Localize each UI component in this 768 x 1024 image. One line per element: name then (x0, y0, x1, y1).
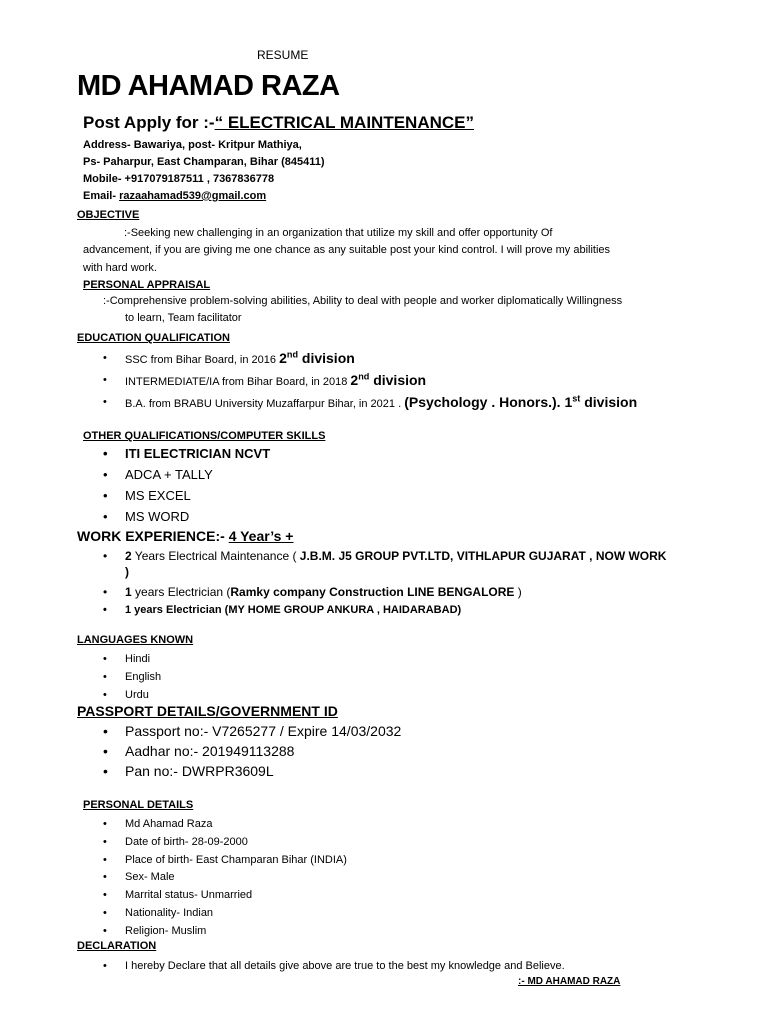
list-item: • Passport no:- V7265277 / Expire 14/03/2032 (103, 722, 401, 742)
personal-details-list (103, 816, 347, 941)
list-item: • Pan no:- DWRPR3609L (103, 762, 401, 782)
declaration-heading: DECLARATION (77, 940, 157, 952)
education-list (103, 349, 637, 415)
list-item: • MS WORD (103, 508, 270, 529)
email-label: Email- (83, 190, 117, 202)
list-item: • Nationality- Indian (103, 905, 347, 923)
work-experience-list (103, 548, 666, 620)
education-heading: EDUCATION QUALIFICATION (77, 332, 230, 344)
address-line-1: Address- Bawariya, post- Kritpur Mathiya, (83, 139, 302, 151)
education-item-ba: • B.A. from BRABU University Muzaffarpur Bihar, in 2021 . (Psychology . Honors.). 1st division (103, 393, 637, 415)
address-line-2: Ps- Paharpur, East Champaran, Bihar (845411) (83, 156, 325, 168)
list-item: • ADCA + TALLY (103, 466, 270, 487)
list-item: • Aadhar no:- 201949113288 (103, 742, 401, 762)
list-item: • English (103, 669, 161, 687)
list-item: • Marrital status- Unmarried (103, 887, 347, 905)
other-qualifications-heading: OTHER QUALIFICATIONS/COMPUTER SKILLS (83, 430, 326, 442)
post-title: “ ELECTRICAL MAINTENANCE” (214, 113, 475, 132)
work-item-jbm: • 2 Years Electrical Maintenance ( J.B.M. J5 GROUP PVT.LTD, VITHLAPUR GUJARAT , NOW WORK ) (103, 548, 666, 584)
mobile-line: Mobile- +917079187511 , 7367836778 (83, 173, 275, 185)
work-item-myhome: • 1 years Electrician (MY HOME GROUP ANKURA , HAIDARABAD) (103, 602, 666, 620)
candidate-name: MD AHAMAD RAZA (77, 70, 340, 102)
email-line (83, 190, 266, 202)
list-item: • Md Ahamad Raza (103, 816, 347, 834)
list-item: • MS EXCEL (103, 487, 270, 508)
declaration-list (103, 958, 565, 974)
list-item: • Hindi (103, 651, 161, 669)
work-item-ramky: • 1 years Electrician (Ramky company Construction LINE BENGALORE ) (103, 584, 666, 602)
passport-heading: PASSPORT DETAILS/GOVERNMENT ID (77, 703, 338, 719)
personal-details-heading: PERSONAL DETAILS (83, 799, 194, 811)
appraisal-heading: PERSONAL APPRAISAL (83, 279, 211, 291)
objective-line-1: :-Seeking new challenging in an organization that utilize my skill and offer opportunity Of (124, 227, 553, 239)
other-qualifications-list (103, 445, 270, 529)
post-apply-line (83, 113, 474, 133)
languages-list (103, 651, 161, 705)
list-item: • Sex- Male (103, 869, 347, 887)
list-item: • Religion- Muslim (103, 923, 347, 941)
work-experience-heading: WORK EXPERIENCE:- 4 Year’s + (77, 528, 294, 544)
email-link[interactable]: razaahamad539@gmail.com (119, 190, 267, 202)
objective-line-3: with hard work. (83, 262, 157, 274)
signature: :- MD AHAMAD RAZA (518, 976, 621, 987)
appraisal-line-1: :-Comprehensive problem-solving abilities, Ability to deal with people and worker diplomatically Willingness (103, 295, 623, 307)
resume-label: RESUME (257, 48, 309, 62)
languages-heading: LANGUAGES KNOWN (77, 634, 194, 646)
appraisal-line-2: to learn, Team facilitator (125, 312, 242, 324)
objective-line-2: advancement, if you are giving me one chance as any suitable post your kind control. I will prove my abilities (83, 244, 611, 256)
list-item: • Date of birth- 28-09-2000 (103, 834, 347, 852)
list-item: • Urdu (103, 687, 161, 705)
post-prefix: Post Apply for :- (83, 113, 215, 132)
list-item: • Place of birth- East Champaran Bihar (INDIA) (103, 852, 347, 870)
passport-list (103, 722, 401, 782)
education-item-ssc: • SSC from Bihar Board, in 2016 2nd division (103, 349, 637, 371)
education-item-intermediate: • INTERMEDIATE/IA from Bihar Board, in 2018 2nd division (103, 371, 637, 393)
declaration-text: • I hereby Declare that all details give above are true to the best my knowledge and Believe. (103, 958, 565, 974)
list-item: • ITI ELECTRICIAN NCVT (103, 445, 270, 466)
objective-heading: OBJECTIVE (77, 209, 140, 221)
